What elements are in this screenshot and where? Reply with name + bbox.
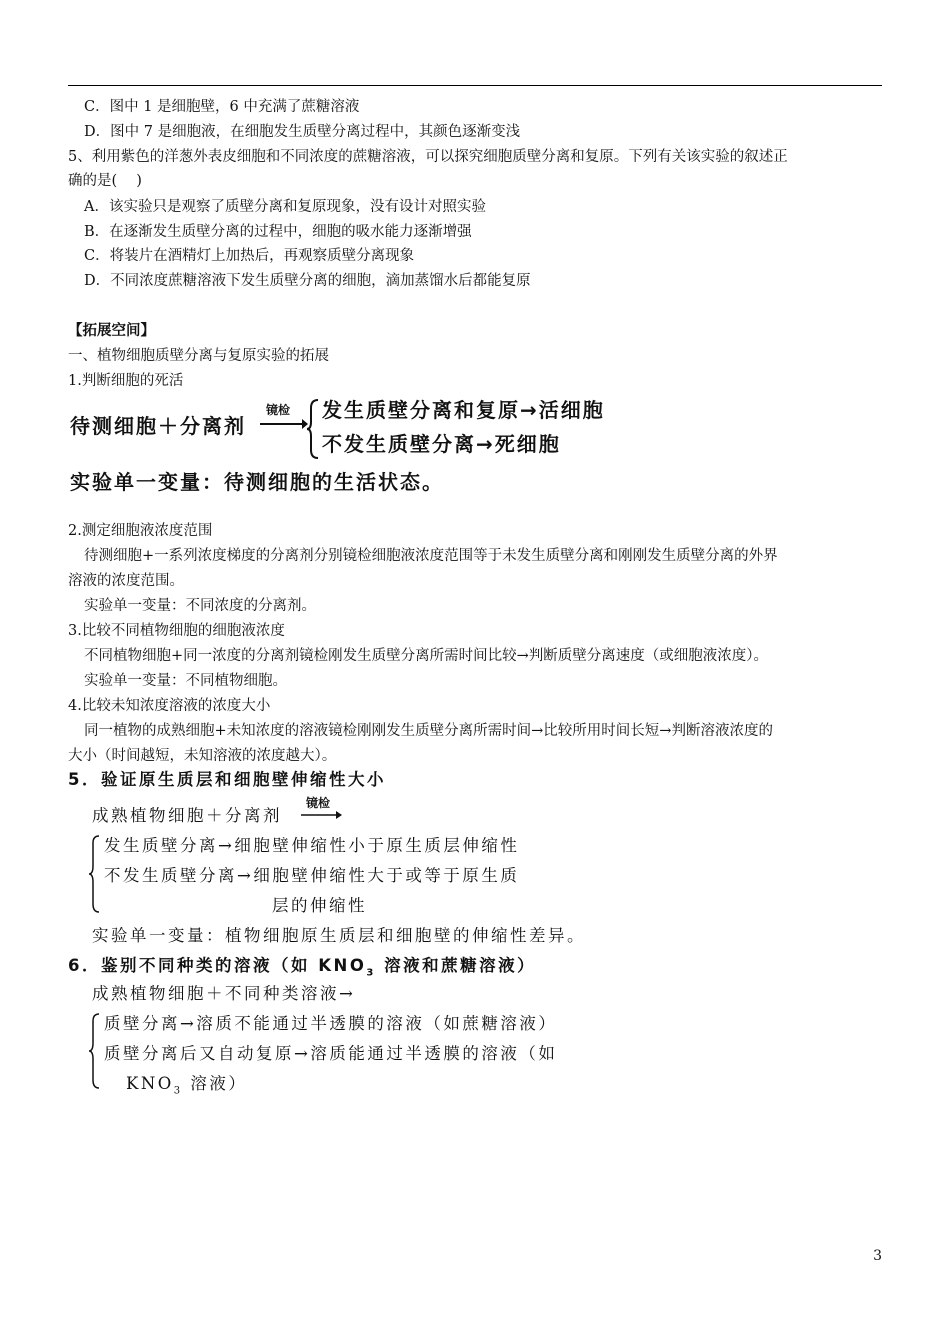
q5-option-b: B．在逐渐发生质壁分离的过程中，细胞的吸水能力逐渐增强 [84, 224, 472, 240]
option-d: D．图中 7 是细胞液，在细胞发生质壁分离过程中，其颜色逐渐变浅 [84, 124, 521, 140]
q5-option-a: A．该实验只是观察了质壁分离和复原现象，没有设计对照实验 [84, 199, 486, 215]
item-5-branch-2-cont: 层的伸缩性 [272, 896, 367, 915]
item-1-branch-dead: 不发生质壁分离→死细胞 [322, 432, 561, 456]
item-1-variable: 实验单一变量：待测细胞的生活状态。 [70, 470, 444, 494]
header-rule [68, 85, 882, 86]
item-3-title: 3.比较不同植物细胞的细胞液浓度 [68, 623, 285, 639]
question-5-stem-cont: 确的是( ) [68, 173, 142, 189]
item-5-variable: 实验单一变量：植物细胞原生质层和细胞壁的伸缩性差异。 [92, 926, 586, 945]
item-6-title: 6．鉴别不同种类的溶液（如 $KNO_3$ 溶液和蔗糖溶液） [68, 956, 537, 979]
item-4-text: 同一植物的成熟细胞+未知浓度的溶液镜检刚刚发生质壁分离所需时间→比较所用时间长短→判断溶液浓度的 [84, 723, 773, 739]
option-c: C．图中 1 是细胞壁，6 中充满了蔗糖溶液 [84, 99, 360, 115]
item-2-text: 待测细胞+一系列浓度梯度的分离剂分别镜检细胞液浓度范围等于未发生质壁分离和刚刚发生质壁分离的外界 [84, 548, 778, 564]
section-subheading: 一、植物细胞质壁分离与复原实验的拓展 [68, 348, 329, 364]
item-1-branch-live: 发生质壁分离和复原→活细胞 [322, 398, 605, 422]
item-6-brace [88, 1012, 102, 1090]
item-2-text-cont: 溶液的浓度范围。 [68, 573, 184, 589]
item-5-arrow-label: 镜检 [306, 796, 331, 810]
item-1-title: 1.判断细胞的死活 [68, 373, 184, 389]
item-6-branch-2: 质壁分离后又自动复原→溶质能通过半透膜的溶液（如 [104, 1044, 558, 1063]
item-4-title: 4.比较未知浓度溶液的浓度大小 [68, 698, 271, 714]
item-4-text-cont: 大小（时间越短，未知溶液的浓度越大）。 [68, 748, 337, 764]
q5-option-d: D．不同浓度蔗糖溶液下发生质壁分离的细胞，滴加蒸馏水后都能复原 [84, 273, 531, 289]
item-1-arrow [258, 418, 308, 430]
item-6-branch-2-cont: $KNO_3$ 溶液） [126, 1074, 248, 1097]
item-5-branch-1: 发生质壁分离→细胞壁伸缩性小于原生质层伸缩性 [104, 836, 520, 855]
item-5-branch-2: 不发生质壁分离→细胞壁伸缩性大于或等于原生质 [104, 866, 520, 885]
item-1-arrow-label: 镜检 [266, 403, 291, 417]
item-2-title: 2.测定细胞液浓度范围 [68, 523, 213, 539]
item-6-left-expression: 成熟植物细胞＋不同种类溶液→ [92, 984, 356, 1003]
item-6-branch-1: 质壁分离→溶质不能通过半透膜的溶液（如蔗糖溶液） [104, 1014, 558, 1033]
item-5-left-expression: 成熟植物细胞＋分离剂 [92, 806, 282, 825]
item-5-arrow [300, 810, 342, 820]
item-3-text: 不同植物细胞+同一浓度的分离剂镜检刚发生质壁分离所需时间比较→判断质壁分离速度（或细胞液浓度）。 [84, 648, 769, 664]
item-5-brace [88, 834, 102, 914]
page-number: 3 [873, 1248, 882, 1264]
item-1-left-expression: 待测细胞＋分离剂 [70, 414, 246, 438]
q5-option-c: C．将装片在酒精灯上加热后，再观察质壁分离现象 [84, 248, 415, 264]
item-3-variable: 实验单一变量：不同植物细胞。 [84, 673, 287, 689]
item-1-brace [306, 398, 322, 460]
section-heading: 【拓展空间】 [68, 323, 155, 339]
item-5-title: 5．验证原生质层和细胞壁伸缩性大小 [68, 770, 386, 789]
question-5-stem: 5、利用紫色的洋葱外表皮细胞和不同浓度的蔗糖溶液，可以探究细胞质壁分离和复原。下列有关该实验的叙述正 [68, 149, 788, 165]
item-2-variable: 实验单一变量：不同浓度的分离剂。 [84, 598, 316, 614]
